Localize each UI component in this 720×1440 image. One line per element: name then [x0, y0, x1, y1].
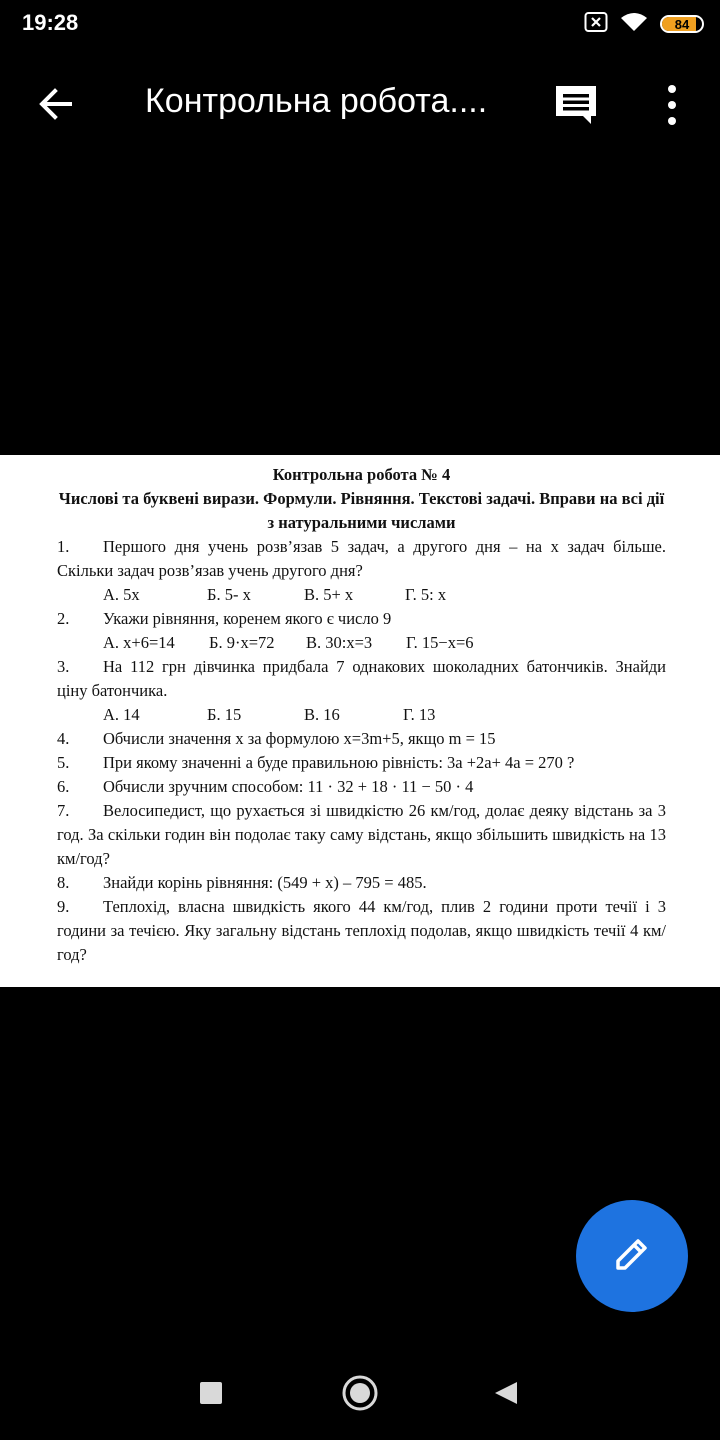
status-time: 19:28	[22, 10, 79, 35]
question-1	[57, 535, 666, 583]
question-number: 5.	[57, 753, 70, 772]
battery-percent: 84	[674, 16, 690, 32]
question-3-options	[57, 703, 666, 727]
question-number: 3.	[57, 657, 70, 676]
edit-fab-button[interactable]	[576, 1200, 688, 1312]
question-number: 1.	[57, 537, 70, 556]
more-vert-icon[interactable]	[654, 82, 690, 128]
option: В. 16	[304, 705, 340, 724]
question-8	[57, 871, 666, 895]
question-text: Знайди корінь рівняння: (549 + x) – 795 = 485.	[103, 873, 427, 892]
status-bar	[0, 0, 720, 48]
question-number: 7.	[57, 801, 70, 820]
document-title: Контрольна робота....	[145, 82, 488, 120]
question-1-options	[57, 583, 666, 607]
question-4	[57, 727, 666, 751]
question-text: При якому значенні a буде правильною рівність: 3a +2a+ 4a = 270 ?	[103, 753, 575, 772]
question-number: 2.	[57, 609, 70, 628]
question-number: 9.	[57, 897, 70, 916]
comment-icon[interactable]	[553, 82, 599, 128]
system-nav-bar	[0, 1350, 720, 1440]
question-2-options	[57, 631, 666, 655]
question-text: Укажи рівняння, коренем якого є число 9	[103, 609, 392, 628]
question-number: 8.	[57, 873, 70, 892]
pencil-icon	[610, 1232, 654, 1281]
option: Г. 5: x	[405, 585, 447, 604]
question-6	[57, 775, 666, 799]
square-icon[interactable]	[199, 1381, 223, 1410]
question-text: Велосипедист, що рухається зі швидкістю 26 км/год, долає деяку відстань за 3 год. За скільки годин він подолає таку саму відстань, якщо збільшить швидкість на 13 км/год?	[57, 801, 666, 868]
question-3	[57, 655, 666, 703]
question-text: Першого дня учень розв’язав 5 задач, а другого дня – на x задач більше. Скільки задач розв’язав учень другого дня?	[57, 537, 666, 580]
question-9	[57, 895, 666, 967]
question-2	[57, 607, 666, 631]
doc-heading-title: Контрольна робота № 4	[272, 465, 451, 484]
question-text: Теплохід, власна швидкість якого 44 км/год, плив 2 години проти течії і 3 години за течією. Яку загальну відстань теплохід подолав, якщо швидкість течії 4 км/год?	[57, 897, 666, 964]
battery-indicator	[660, 15, 704, 33]
option: Г. 15−x=6	[406, 633, 474, 652]
no-sim-icon	[584, 11, 608, 38]
option: А. x+6=14	[103, 633, 175, 652]
option: В. 30:x=3	[306, 633, 373, 652]
question-number: 6.	[57, 777, 70, 796]
option: В. 5+ x	[304, 585, 354, 604]
option: А. 5x	[103, 585, 140, 604]
wifi-icon	[620, 11, 648, 38]
option: Г. 13	[403, 705, 436, 724]
option: Б. 9·x=72	[209, 633, 275, 652]
option: А. 14	[103, 705, 140, 724]
app-bar	[0, 60, 720, 150]
question-5	[57, 751, 666, 775]
question-7	[57, 799, 666, 871]
question-text: Обчисли зручним способом: 11 · 32 + 18 · 11 − 50 · 4	[103, 777, 474, 796]
question-number: 4.	[57, 729, 70, 748]
option: Б. 15	[207, 705, 242, 724]
question-text: Обчисли значення x за формулою x=3m+5, якщо m = 15	[103, 729, 496, 748]
status-icons	[584, 12, 704, 36]
triangle-back-icon[interactable]	[493, 1380, 519, 1411]
arrow-back-icon[interactable]	[34, 82, 78, 126]
question-text: На 112 грн дівчинка придбала 7 однакових шоколадних батончиків. Знайди ціну батончика.	[57, 657, 666, 700]
doc-heading-topic: Числові та буквені вирази. Формули. Рівняння. Текстові задачі. Вправи на всі дії з натуральними числами	[58, 489, 665, 532]
option: Б. 5- x	[207, 585, 251, 604]
circle-icon[interactable]	[341, 1374, 379, 1417]
document-page	[0, 455, 720, 987]
